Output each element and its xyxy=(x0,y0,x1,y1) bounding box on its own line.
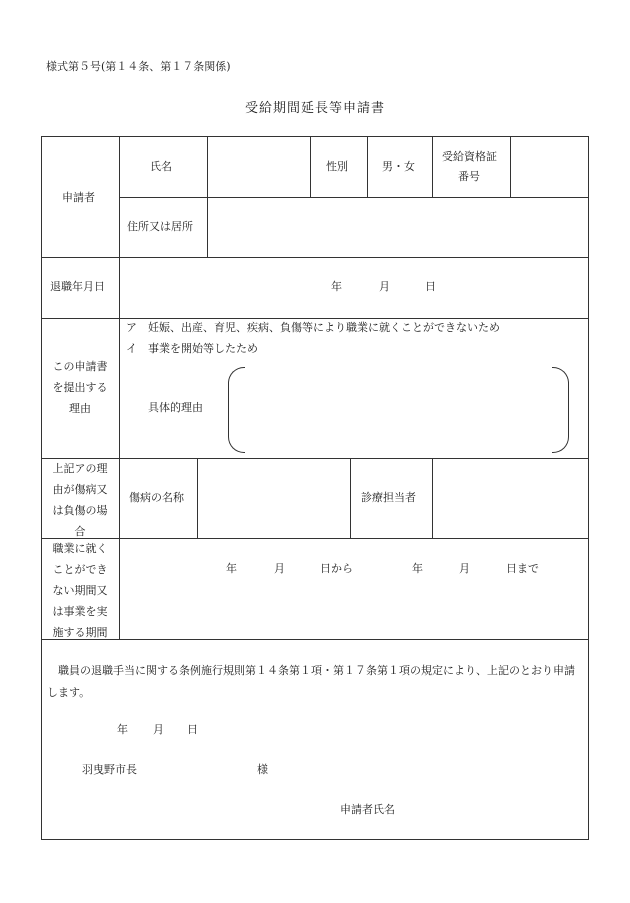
declaration-day-unit: 日 xyxy=(187,723,198,736)
illness-section-label xyxy=(42,458,118,542)
period-label-line: 施する期間 xyxy=(52,626,108,639)
row-divider-declaration xyxy=(41,639,589,640)
period-to-day-unit: 日まで xyxy=(506,562,539,575)
illness-label-line: 由が傷病又 xyxy=(52,483,108,496)
option-a-text: 妊娠、出産、育児、疾病、負傷等により職業に就くことができないため xyxy=(148,321,500,334)
retirement-date-label: 退職年月日 xyxy=(50,280,105,293)
reason-label-line: を提出する xyxy=(52,381,108,394)
page-title: 受給期間延長等申請書 xyxy=(244,101,385,116)
label-column-divider xyxy=(119,136,120,639)
addressee-mayor: 羽曳野市長 xyxy=(82,763,137,776)
doctor-label-left-divider xyxy=(350,458,351,538)
honorific-sama: 様 xyxy=(257,763,268,776)
row-divider-illness xyxy=(41,458,589,459)
reason-section-label xyxy=(42,356,118,419)
retirement-day-unit: 日 xyxy=(425,280,436,293)
applicant-name-label: 申請者氏名 xyxy=(340,803,395,816)
period-to-month-unit: 月 xyxy=(459,562,470,575)
cert-label-left-divider xyxy=(432,136,433,197)
applicant-name-field[interactable] xyxy=(400,800,580,820)
name-label: 氏名 xyxy=(150,160,172,173)
period-label-line: は事業を実 xyxy=(52,605,108,618)
cert-number-field[interactable] xyxy=(511,157,588,177)
retirement-year-unit: 年 xyxy=(331,280,342,293)
applicant-section-label: 申請者 xyxy=(62,191,95,204)
period-to-year-unit: 年 xyxy=(412,562,423,575)
declaration-year-unit: 年 xyxy=(117,723,128,736)
period-label-line: ことができ xyxy=(52,563,108,576)
declaration-text: 職員の退職手当に関する条例施行規則第１４条第１項・第１７条第１項の規定により、上記のとおり申請します。 xyxy=(47,664,575,699)
illness-label-line: 合 xyxy=(74,525,86,538)
row-divider-retirement xyxy=(41,257,589,258)
sex-value-left-divider xyxy=(367,136,368,197)
cert-number-label-line2: 番号 xyxy=(458,170,480,183)
address-field[interactable] xyxy=(208,217,588,237)
name-label-divider xyxy=(207,136,208,258)
address-label: 住所又は居所 xyxy=(127,220,193,233)
cert-number-label-line1: 受給資格証 xyxy=(442,150,497,163)
illness-name-field[interactable] xyxy=(198,488,349,508)
option-i-text: 事業を開始等したため xyxy=(148,342,258,355)
right-paren-bracket xyxy=(552,367,569,453)
period-label-line: ない期間又 xyxy=(52,584,108,597)
period-from-month-unit: 月 xyxy=(274,562,285,575)
doctor-label: 診療担当者 xyxy=(361,491,416,504)
row-divider-name-address xyxy=(119,197,589,198)
left-paren-bracket xyxy=(228,367,245,453)
period-section-label xyxy=(42,538,118,643)
sex-label: 性別 xyxy=(326,160,348,173)
form-number: 様式第５号(第１４条、第１７条関係) xyxy=(46,60,231,73)
reason-label-line: 理由 xyxy=(69,402,91,415)
declaration-month-unit: 月 xyxy=(153,723,164,736)
name-field[interactable] xyxy=(208,157,310,177)
retirement-month-unit: 月 xyxy=(379,280,390,293)
period-from-year-unit: 年 xyxy=(226,562,237,575)
option-i-mark: イ xyxy=(126,342,137,355)
period-label-line: 職業に就く xyxy=(52,542,108,555)
reason-label-line: この申請書 xyxy=(52,360,108,373)
specific-reason-field[interactable] xyxy=(250,370,546,448)
period-from-day-unit: 日から xyxy=(320,562,353,575)
doctor-field[interactable] xyxy=(433,488,588,508)
row-divider-period xyxy=(41,538,589,539)
specific-reason-label: 具体的理由 xyxy=(148,401,203,414)
sex-options[interactable]: 男・女 xyxy=(382,160,415,173)
illness-name-label: 傷病の名称 xyxy=(129,491,184,504)
illness-label-line: は負傷の場 xyxy=(52,504,108,517)
sex-label-left-divider xyxy=(310,136,311,197)
illness-label-line: 上記アの理 xyxy=(52,462,108,475)
option-a-mark: ア xyxy=(126,321,137,334)
